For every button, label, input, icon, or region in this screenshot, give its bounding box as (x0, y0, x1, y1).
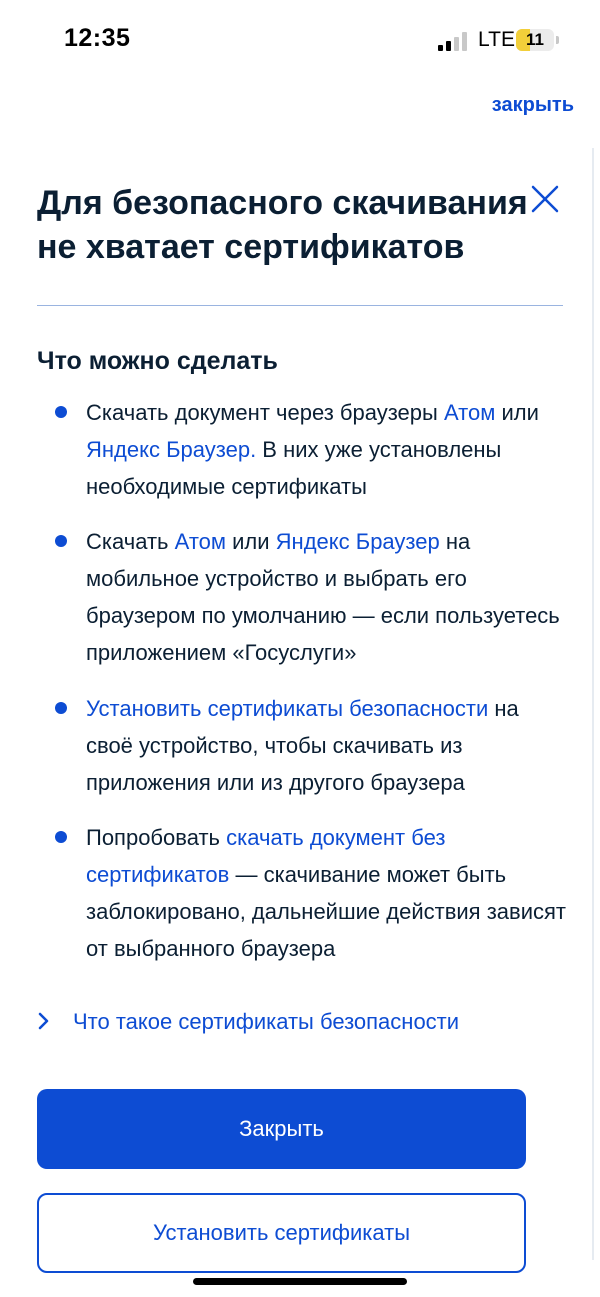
atom-browser-link[interactable]: Атом (174, 529, 227, 554)
cellular-signal-icon (438, 31, 468, 51)
battery-icon (516, 29, 554, 51)
bullet-icon (55, 702, 67, 714)
list-item-text: — скачивание может быть заблокировано, дальнейшие действия зависят от выбранного браузера (86, 862, 566, 961)
bullet-icon (55, 535, 67, 547)
list-item-text: или (226, 529, 276, 554)
section-heading: Что можно сделать (37, 347, 278, 375)
yandex-browser-link[interactable]: Яндекс Браузер (275, 529, 440, 554)
battery-tip (556, 36, 559, 44)
list-item-text: В них уже установлены необходимые сертификаты (86, 437, 502, 499)
scrollbar-track (592, 148, 594, 1260)
list-item-text: Скачать документ через браузеры (86, 400, 444, 425)
list-item-text: Попробовать (86, 825, 227, 850)
divider (37, 305, 563, 306)
list-item (86, 690, 566, 801)
download-without-certificates-link[interactable]: скачать документ без сертификатов (86, 825, 446, 887)
list-item-text: или (495, 400, 539, 425)
close-link[interactable]: закрыть (491, 94, 574, 116)
list-item-text: Скачать (86, 529, 175, 554)
install-certificates-link[interactable]: Установить сертификаты безопасности (86, 696, 489, 721)
list-item-text: на мобильное устройство и выбрать его браузером по умолчанию — если пользуетесь приложением «Госуслуги» (86, 529, 560, 665)
list-item (86, 523, 566, 671)
chevron-right-icon (37, 1012, 51, 1030)
modal-title: Для безопасного скачивания не хватает сертификатов (37, 184, 528, 266)
list-item (86, 394, 566, 505)
network-type: LTE (478, 28, 515, 51)
bullet-icon (55, 831, 67, 843)
disclosure-label: Что такое сертификаты безопасности (73, 1009, 460, 1034)
list-item-text: на своё устройство, чтобы скачивать из приложения или из другого браузера (86, 696, 519, 795)
bullet-icon (55, 406, 67, 418)
yandex-browser-link[interactable]: Яндекс Браузер. (86, 437, 257, 462)
status-time: 12:35 (64, 24, 131, 52)
status-bar (0, 0, 600, 80)
close-icon[interactable] (528, 182, 562, 216)
list-item (86, 819, 566, 967)
battery-level: 11 (526, 30, 544, 49)
install-certificates-button[interactable]: Установить сертификаты (37, 1193, 526, 1273)
close-button[interactable]: Закрыть (37, 1089, 526, 1169)
atom-browser-link[interactable]: Атом (443, 400, 496, 425)
home-indicator (193, 1278, 407, 1285)
